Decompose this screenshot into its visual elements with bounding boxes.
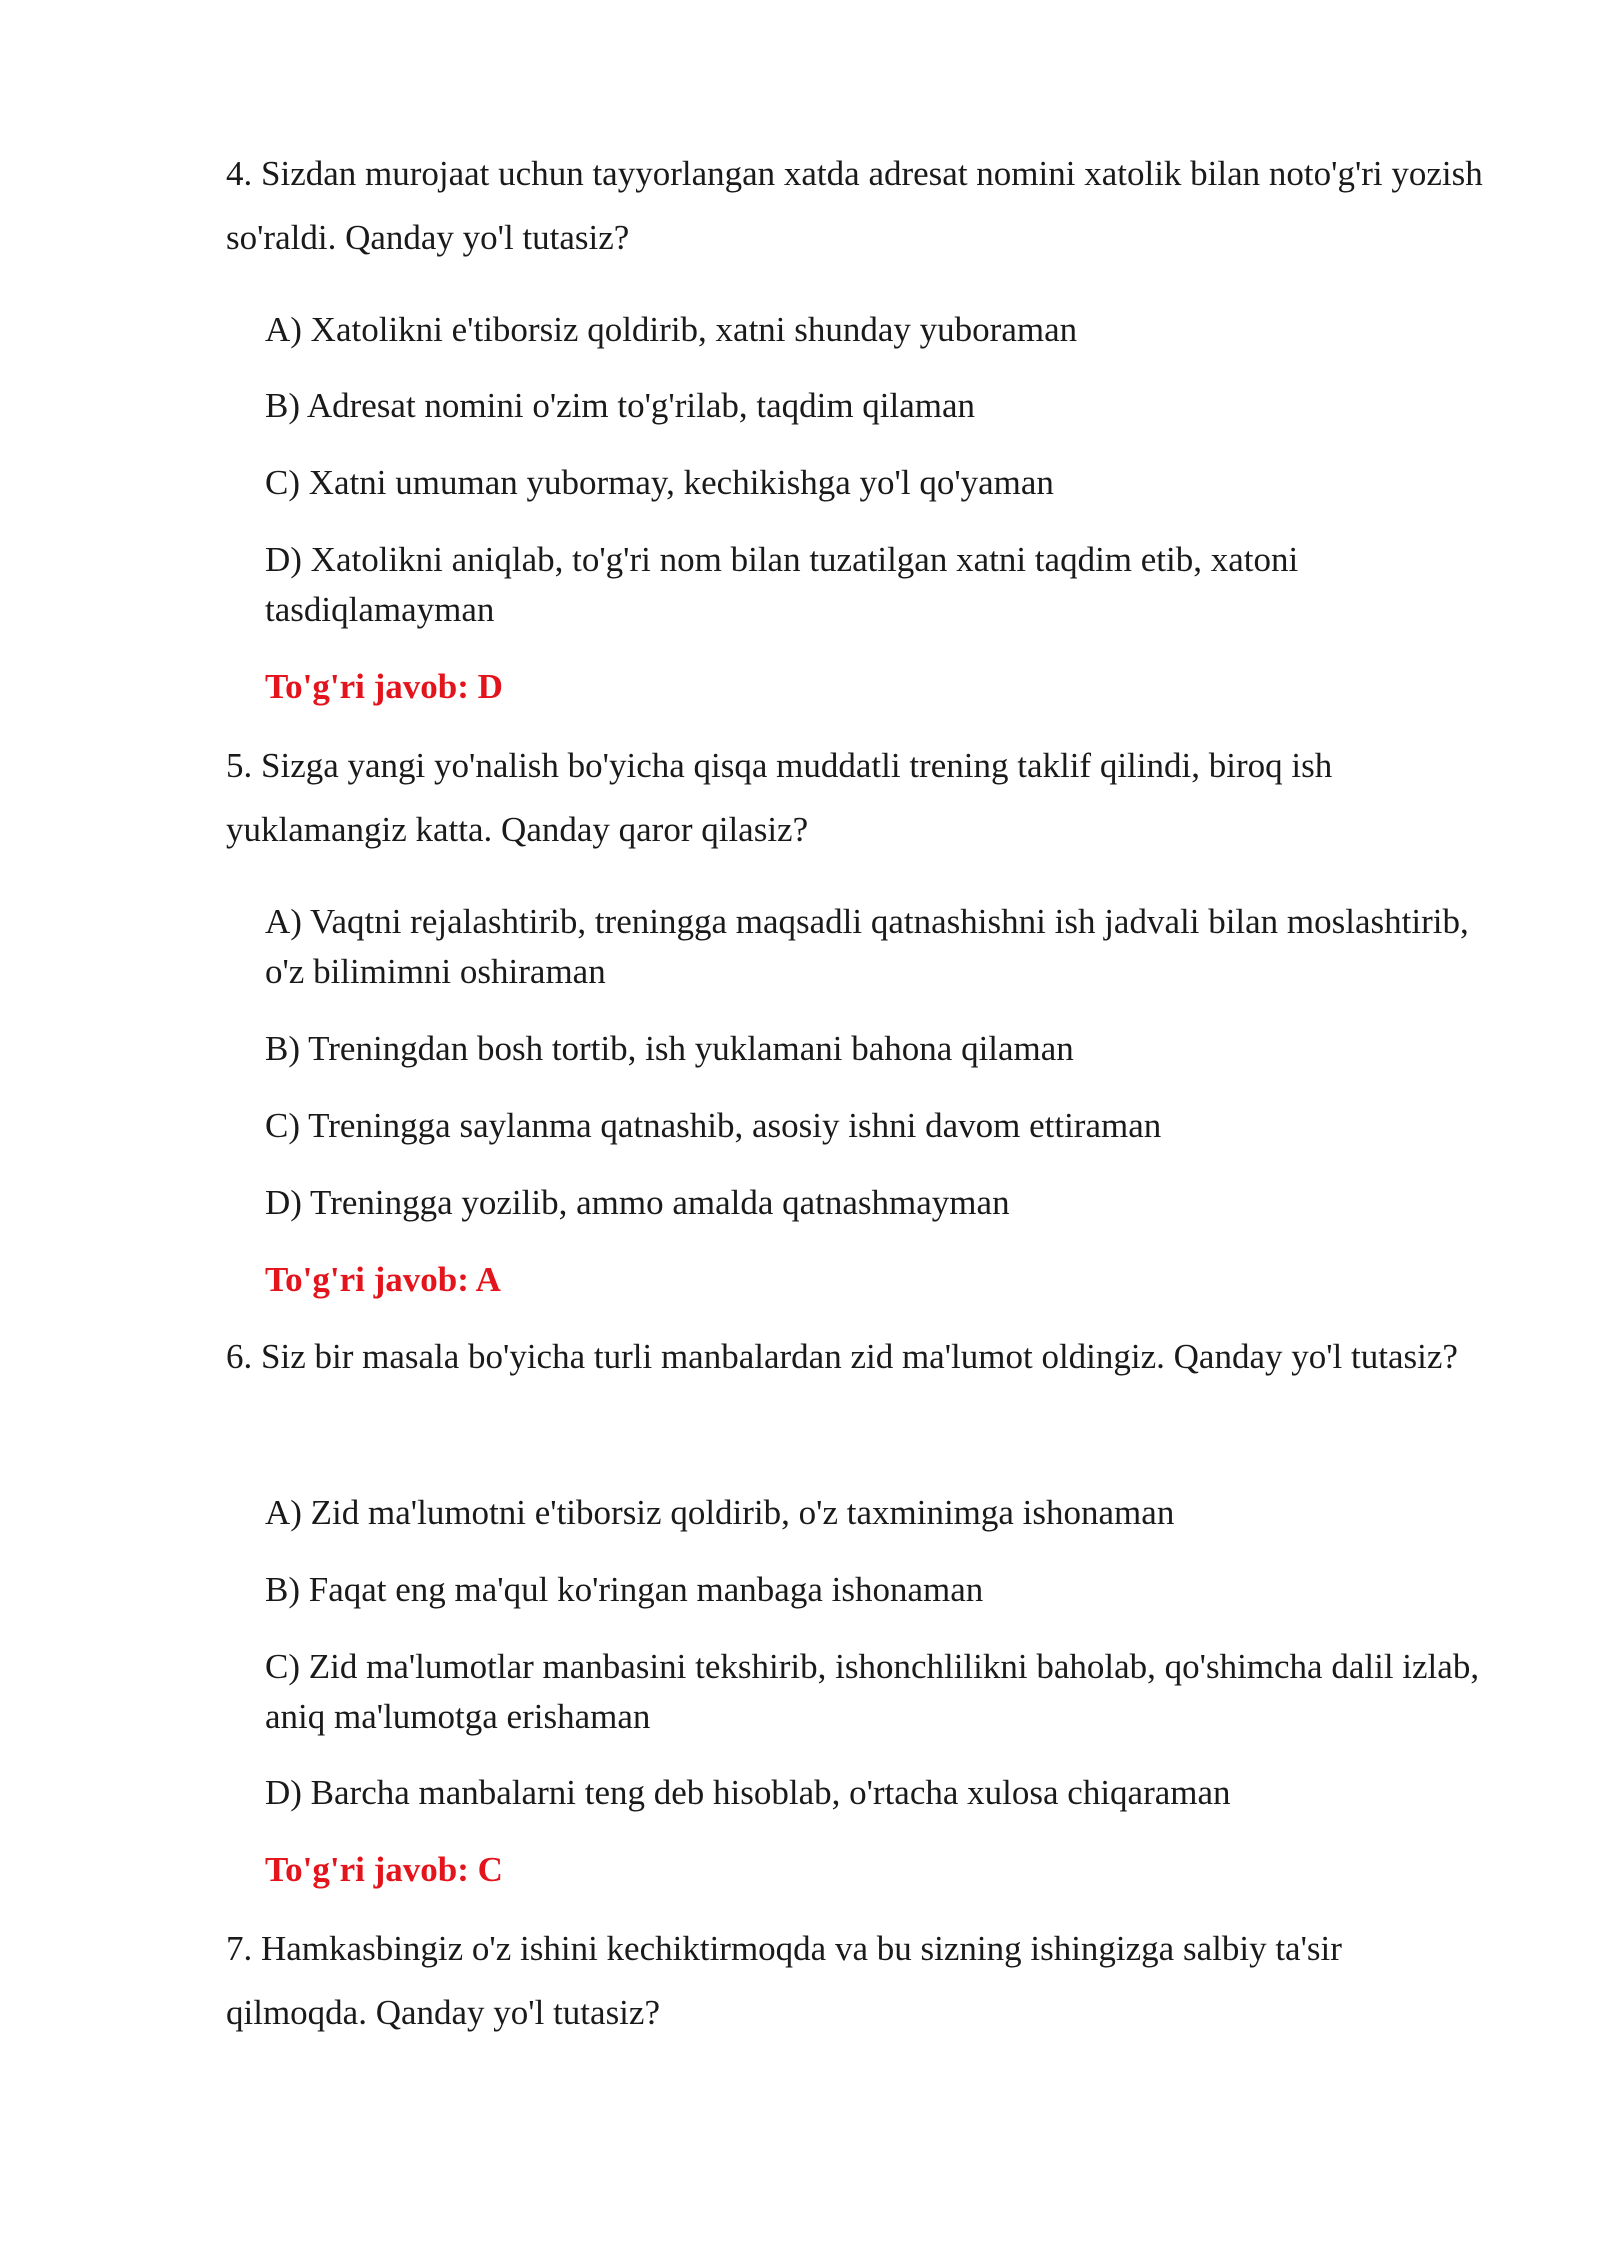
- question-4-option-a: A) Xatolikni e'tiborsiz qoldirib, xatni shunday yuboraman: [265, 310, 1078, 349]
- question-5-option-b: B) Treningdan bosh tortib, ish yuklamani bahona qilaman: [265, 1029, 1074, 1068]
- question-6-text: 6. Siz bir masala bo'yicha turli manbalardan zid ma'lumot oldingiz. Qanday yo'l tutasiz?: [226, 1337, 1458, 1376]
- question-4-text: 4. Sizdan murojaat uchun tayyorlangan xatda adresat nomini xatolik bilan noto'g'ri yozish so'raldi. Qanday yo'l tutasiz?: [226, 154, 1483, 257]
- question-5-option-c: C) Treningga saylanma qatnashib, asosiy ishni davom ettiraman: [265, 1106, 1162, 1145]
- question-4-option-c: C) Xatni umuman yubormay, kechikishga yo'l qo'yaman: [265, 463, 1054, 502]
- question-4-option-b: B) Adresat nomini o'zim to'g'rilab, taqdim qilaman: [265, 386, 976, 425]
- question-5-answer: To'g'ri javob: A: [265, 1260, 501, 1299]
- question-5-option-a: A) Vaqtni rejalashtirib, treningga maqsadli qatnashishni ish jadvali bilan moslashtirib, o'z bilimimni oshiraman: [265, 902, 1469, 991]
- question-6-option-d: D) Barcha manbalarni teng deb hisoblab, o'rtacha xulosa chiqaraman: [265, 1773, 1231, 1812]
- question-6-option-c: C) Zid ma'lumotlar manbasini tekshirib, ishonchlilikni baholab, qo'shimcha dalil izlab, aniq ma'lumotga erishaman: [265, 1647, 1480, 1736]
- question-7-text: 7. Hamkasbingiz o'z ishini kechiktirmoqda va bu sizning ishingizga salbiy ta'sir qilmoqda. Qanday yo'l tutasiz?: [226, 1929, 1342, 2032]
- question-6-option-b: B) Faqat eng ma'qul ko'ringan manbaga ishonaman: [265, 1570, 984, 1609]
- question-5-text: 5. Sizga yangi yo'nalish bo'yicha qisqa muddatli trening taklif qilindi, biroq ish yuklamangiz katta. Qanday qaror qilasiz?: [226, 746, 1333, 849]
- question-5-option-d: D) Treningga yozilib, ammo amalda qatnashmayman: [265, 1183, 1010, 1222]
- question-6-answer: To'g'ri javob: C: [265, 1850, 503, 1889]
- question-4-answer: To'g'ri javob: D: [265, 667, 503, 706]
- question-4-option-d: D) Xatolikni aniqlab, to'g'ri nom bilan tuzatilgan xatni taqdim etib, xatoni tasdiqlamayman: [265, 540, 1299, 629]
- question-6-option-a: A) Zid ma'lumotni e'tiborsiz qoldirib, o'z taxminimga ishonaman: [265, 1493, 1175, 1532]
